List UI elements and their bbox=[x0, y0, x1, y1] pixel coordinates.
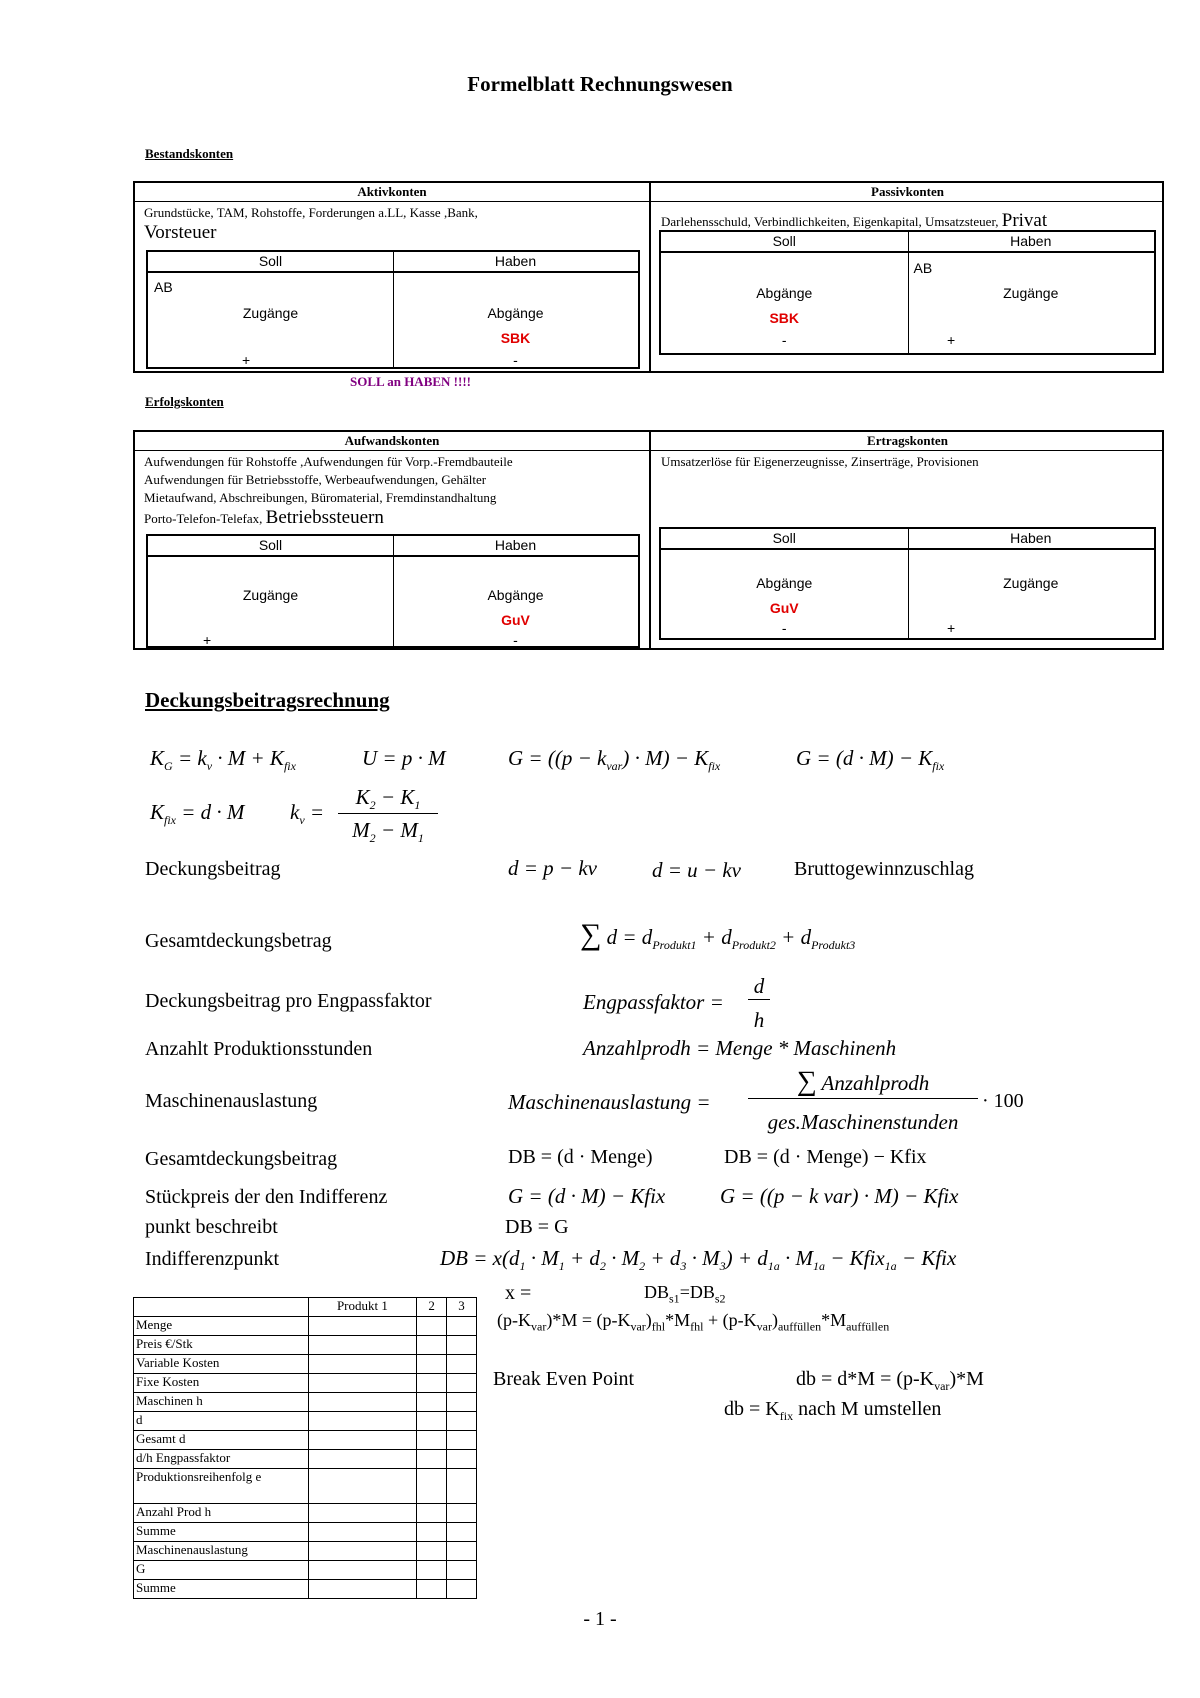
plus-sign: + bbox=[947, 332, 956, 348]
table-cell[interactable] bbox=[308, 1431, 417, 1450]
table-cell[interactable] bbox=[417, 1469, 447, 1504]
sbk-label: SBK bbox=[769, 310, 800, 326]
erfolgskonten-box bbox=[133, 430, 1164, 650]
table-header-cell: Produkt 1 bbox=[308, 1298, 417, 1317]
soll-label: Soll bbox=[772, 233, 796, 249]
page-title: Formelblatt Rechnungswesen bbox=[467, 72, 733, 96]
table-row bbox=[134, 1523, 477, 1542]
formula-anzahlprodh: Anzahlprodh = Menge * Maschinenh bbox=[583, 1036, 897, 1060]
table-cell[interactable] bbox=[308, 1469, 417, 1504]
label-anzahl: Anzahlt Produktionsstunden bbox=[145, 1038, 373, 1060]
table-cell[interactable] bbox=[447, 1336, 477, 1355]
table-row-label: Variable Kosten bbox=[134, 1355, 309, 1374]
label-indifferenzpunkt: Indifferenzpunkt bbox=[145, 1248, 280, 1270]
formula-dbs: $DB_{s1}=DB_{s2}$ bbox=[644, 1282, 726, 1306]
table-row-label: Menge bbox=[134, 1317, 309, 1336]
table-cell[interactable] bbox=[417, 1561, 447, 1580]
formula-break-even-1: db = $d*M = (p-K_{var})*M$ bbox=[796, 1368, 984, 1393]
minus-sign: - bbox=[781, 332, 787, 348]
table-header-row bbox=[134, 1298, 477, 1317]
table-cell[interactable] bbox=[417, 1336, 447, 1355]
passiv-description: Darlehensschuld, Verbindlichkeiten, Eigenkapital, Umsatzsteuer, Privat bbox=[661, 210, 1048, 231]
table-cell[interactable] bbox=[447, 1469, 477, 1504]
db-heading: Deckungsbeitragsrechnung bbox=[145, 688, 390, 712]
formula-auslastung: Maschinenauslastung = bbox=[508, 1090, 711, 1114]
passiv-header: Passivkonten bbox=[871, 184, 944, 199]
plus-sign: + bbox=[947, 620, 956, 636]
aktiv-t-account bbox=[146, 250, 640, 369]
aufwand-t-account bbox=[146, 534, 640, 648]
table-row bbox=[134, 1580, 477, 1599]
table-cell[interactable] bbox=[447, 1523, 477, 1542]
table-row-label: Produktionsreihenfolg e bbox=[134, 1469, 309, 1504]
table-row-label: Maschinenauslastung bbox=[134, 1542, 309, 1561]
table-cell[interactable] bbox=[308, 1355, 417, 1374]
label-maschinenauslastung: Maschinenauslastung bbox=[145, 1090, 318, 1112]
aufwand-header: Aufwandskonten bbox=[344, 433, 440, 448]
ab-label: AB bbox=[913, 260, 933, 276]
aktiv-description-big: Vorsteuer bbox=[144, 222, 217, 243]
soll-label: Soll bbox=[258, 537, 283, 553]
zugaenge-label: Zugänge bbox=[1003, 575, 1059, 591]
table-cell[interactable] bbox=[447, 1431, 477, 1450]
label-bruttogewinnzuschlag: Bruttogewinnzuschlag bbox=[794, 858, 974, 880]
table-cell[interactable] bbox=[417, 1355, 447, 1374]
soll-label: Soll bbox=[772, 530, 796, 546]
formula-auslastung-factor: · 100 bbox=[982, 1090, 1024, 1112]
table-row-label: Summe bbox=[134, 1580, 309, 1599]
table-cell[interactable] bbox=[308, 1561, 417, 1580]
formula-engpass: Engpassfaktor = bbox=[583, 990, 724, 1014]
formula-umsatz: U = p · M bbox=[362, 746, 446, 770]
table-row bbox=[134, 1469, 477, 1504]
table-row-label: Anzahl Prod h bbox=[134, 1504, 309, 1523]
formula-kv-denominator: $M_2 - M_1$ bbox=[352, 818, 424, 846]
table-cell[interactable] bbox=[447, 1374, 477, 1393]
produkt-table bbox=[133, 1297, 477, 1599]
table-cell[interactable] bbox=[308, 1504, 417, 1523]
formula-kfix: $K_{fix} = d \cdot M$ bbox=[150, 800, 245, 828]
table-row bbox=[134, 1504, 477, 1523]
sbk-label: SBK bbox=[500, 330, 531, 346]
table-cell[interactable] bbox=[308, 1523, 417, 1542]
table-row bbox=[134, 1374, 477, 1393]
table-row bbox=[134, 1542, 477, 1561]
formula-engpass-den: h bbox=[753, 1008, 765, 1032]
ertrag-t-account bbox=[659, 527, 1156, 640]
table-cell[interactable] bbox=[447, 1542, 477, 1561]
table-row-label: d/h Engpassfaktor bbox=[134, 1450, 309, 1469]
formula-g-kfix-1: G = (d · M) − Kfix bbox=[508, 1184, 666, 1208]
table-row-label: Gesamt d bbox=[134, 1431, 309, 1450]
table-cell[interactable] bbox=[447, 1317, 477, 1336]
formula-kv: $k_v$ = bbox=[290, 800, 325, 828]
table-cell[interactable] bbox=[417, 1393, 447, 1412]
table-cell[interactable] bbox=[417, 1504, 447, 1523]
bestandskonten-heading: Bestandskonten bbox=[145, 146, 234, 161]
formula-gewinn-1: $G = ((p - k_{var}) \cdot M) - K_{fix}$ bbox=[508, 746, 721, 774]
table-cell[interactable] bbox=[447, 1450, 477, 1469]
ertrag-header: Ertragskonten bbox=[867, 433, 948, 448]
aktiv-description: Grundstücke, TAM, Rohstoffe, Forderungen a.LL, Kasse ,Bank, bbox=[144, 205, 478, 220]
table-cell[interactable] bbox=[308, 1374, 417, 1393]
page-number: - 1 - bbox=[583, 1608, 617, 1630]
guv-label: GuV bbox=[501, 612, 530, 628]
abgaenge-label: Abgänge bbox=[756, 285, 813, 301]
table-row-label: Summe bbox=[134, 1523, 309, 1542]
formula-db-1: DB = (d · Menge) bbox=[508, 1146, 653, 1168]
erfolgskonten-heading: Erfolgskonten bbox=[145, 394, 224, 409]
bestandskonten-box bbox=[133, 181, 1164, 373]
formula-db-2: DB = (d · Menge) − Kfix bbox=[724, 1146, 927, 1168]
label-stueckpreis-1: Stückpreis der den Indifferenz bbox=[145, 1186, 388, 1208]
table-cell[interactable] bbox=[447, 1504, 477, 1523]
aufwand-line-1: Aufwendungen für Rohstoffe ,Aufwendungen für Vorp.-Fremdbauteile bbox=[144, 454, 513, 469]
table-cell[interactable] bbox=[308, 1317, 417, 1336]
label-stueckpreis-2: punkt beschreibt bbox=[145, 1216, 278, 1238]
formula-engpass-num: d bbox=[748, 974, 770, 1000]
formula-d-u: d = u − kv bbox=[652, 858, 741, 882]
plus-sign: + bbox=[203, 632, 212, 648]
table-cell[interactable] bbox=[417, 1450, 447, 1469]
formula-kg: $K_G = k_v \cdot M + K_{fix}$ bbox=[150, 746, 296, 774]
haben-label: Haben bbox=[1010, 233, 1052, 249]
formula-auffuellen: $(p-K_{var})*M = (p-K_{var})_{fhl}*M_{fhl} + (p-K_{var})_{auffüllen}*M_{auffüllen}$ bbox=[497, 1310, 890, 1334]
haben-label: Haben bbox=[494, 537, 537, 553]
passiv-t-account bbox=[659, 230, 1156, 355]
table-cell[interactable] bbox=[447, 1355, 477, 1374]
minus-sign: - bbox=[781, 620, 787, 636]
table-header-cell: 2 bbox=[417, 1298, 447, 1317]
table-row bbox=[134, 1336, 477, 1355]
aufwand-line-3: Mietaufwand, Abschreibungen, Büromaterial, Fremdinstandhaltung bbox=[144, 490, 497, 505]
table-cell[interactable] bbox=[417, 1374, 447, 1393]
table-row-label: d bbox=[134, 1412, 309, 1431]
minus-sign: - bbox=[513, 632, 518, 648]
table-cell[interactable] bbox=[447, 1561, 477, 1580]
label-gesamtdeckungsbetrag: Gesamtdeckungsbetrag bbox=[145, 930, 332, 952]
soll-label: Soll bbox=[258, 253, 283, 269]
formula-g-kfix-2: G = ((p − k var) · M) − Kfix bbox=[720, 1184, 959, 1208]
formula-kv-numerator: $K_2 - K_1$ bbox=[338, 785, 438, 814]
table-cell[interactable] bbox=[417, 1412, 447, 1431]
table-cell[interactable] bbox=[417, 1317, 447, 1336]
table-row-label: G bbox=[134, 1561, 309, 1580]
label-engpass: Deckungsbeitrag pro Engpassfaktor bbox=[145, 990, 432, 1012]
table-cell[interactable] bbox=[308, 1450, 417, 1469]
table-cell[interactable] bbox=[308, 1412, 417, 1431]
table-cell[interactable] bbox=[447, 1580, 477, 1599]
table-cell[interactable] bbox=[447, 1393, 477, 1412]
formula-sum-d: ∑ $d = d_{Produkt1} + d_{Produkt2} + d_{Produkt3}$ bbox=[580, 918, 856, 953]
formula-indifferenz: DB = $x(d_1 \cdot M_1 + d_2 \cdot M_2 + d_3 \cdot M_3) + d_{1a} \cdot M_{1a}$ − Kfix$_{1a}$ − Kfix bbox=[440, 1246, 957, 1274]
formula-auslastung-den: ges.Maschinenstunden bbox=[767, 1110, 959, 1134]
table-cell[interactable] bbox=[417, 1431, 447, 1450]
haben-label: Haben bbox=[1010, 530, 1052, 546]
formula-x: x = bbox=[505, 1282, 532, 1304]
zugaenge-label: Zugänge bbox=[1003, 285, 1059, 301]
label-gesamtdeckungsbeitrag: Gesamtdeckungsbeitrag bbox=[145, 1148, 338, 1170]
table-row bbox=[134, 1355, 477, 1374]
table-cell[interactable] bbox=[447, 1412, 477, 1431]
formula-break-even-2: db = $K_{fix}$ nach M umstellen bbox=[724, 1398, 942, 1423]
ab-label: AB bbox=[154, 279, 173, 295]
table-row bbox=[134, 1561, 477, 1580]
minus-sign: - bbox=[513, 352, 518, 368]
aufwand-line-2: Aufwendungen für Betriebsstoffe, Werbeaufwendungen, Gehälter bbox=[144, 472, 487, 487]
table-header-cell bbox=[134, 1298, 309, 1317]
table-row bbox=[134, 1431, 477, 1450]
abgaenge-label: Abgänge bbox=[487, 587, 544, 603]
formula-gewinn-2: $G = (d \cdot M) - K_{fix}$ bbox=[796, 746, 945, 774]
soll-an-haben-note: SOLL an HABEN !!!! bbox=[350, 374, 471, 389]
haben-label: Haben bbox=[494, 253, 537, 269]
table-row-label: Fixe Kosten bbox=[134, 1374, 309, 1393]
abgaenge-label: Abgänge bbox=[756, 575, 813, 591]
guv-label: GuV bbox=[769, 600, 799, 616]
table-cell[interactable] bbox=[308, 1393, 417, 1412]
zugaenge-label: Zugänge bbox=[242, 305, 299, 321]
label-break-even: Break Even Point bbox=[493, 1368, 635, 1390]
table-row bbox=[134, 1393, 477, 1412]
table-row bbox=[134, 1450, 477, 1469]
table-cell[interactable] bbox=[308, 1580, 417, 1599]
aufwand-line-4: Porto-Telefon-Telefax, Betriebssteuern bbox=[144, 507, 384, 528]
formula-d: d = p − kv bbox=[508, 856, 597, 880]
table-cell[interactable] bbox=[417, 1580, 447, 1599]
table-cell[interactable] bbox=[308, 1336, 417, 1355]
table-cell[interactable] bbox=[308, 1542, 417, 1561]
formula-auslastung-num: ∑ Anzahlprodh bbox=[748, 1066, 978, 1099]
table-row bbox=[134, 1317, 477, 1336]
plus-sign: + bbox=[242, 352, 251, 368]
label-deckungsbeitrag: Deckungsbeitrag bbox=[145, 858, 281, 880]
table-row-label: Preis €/Stk bbox=[134, 1336, 309, 1355]
table-row-label: Maschinen h bbox=[134, 1393, 309, 1412]
table-header-cell: 3 bbox=[447, 1298, 477, 1317]
formula-db-g: DB = G bbox=[505, 1216, 569, 1238]
zugaenge-label: Zugänge bbox=[242, 587, 299, 603]
table-cell[interactable] bbox=[417, 1523, 447, 1542]
table-row bbox=[134, 1412, 477, 1431]
ertrag-description: Umsatzerlöse für Eigenerzeugnisse, Zinserträge, Provisionen bbox=[661, 454, 979, 469]
table-cell[interactable] bbox=[417, 1542, 447, 1561]
abgaenge-label: Abgänge bbox=[487, 305, 544, 321]
aktiv-header: Aktivkonten bbox=[357, 184, 427, 199]
